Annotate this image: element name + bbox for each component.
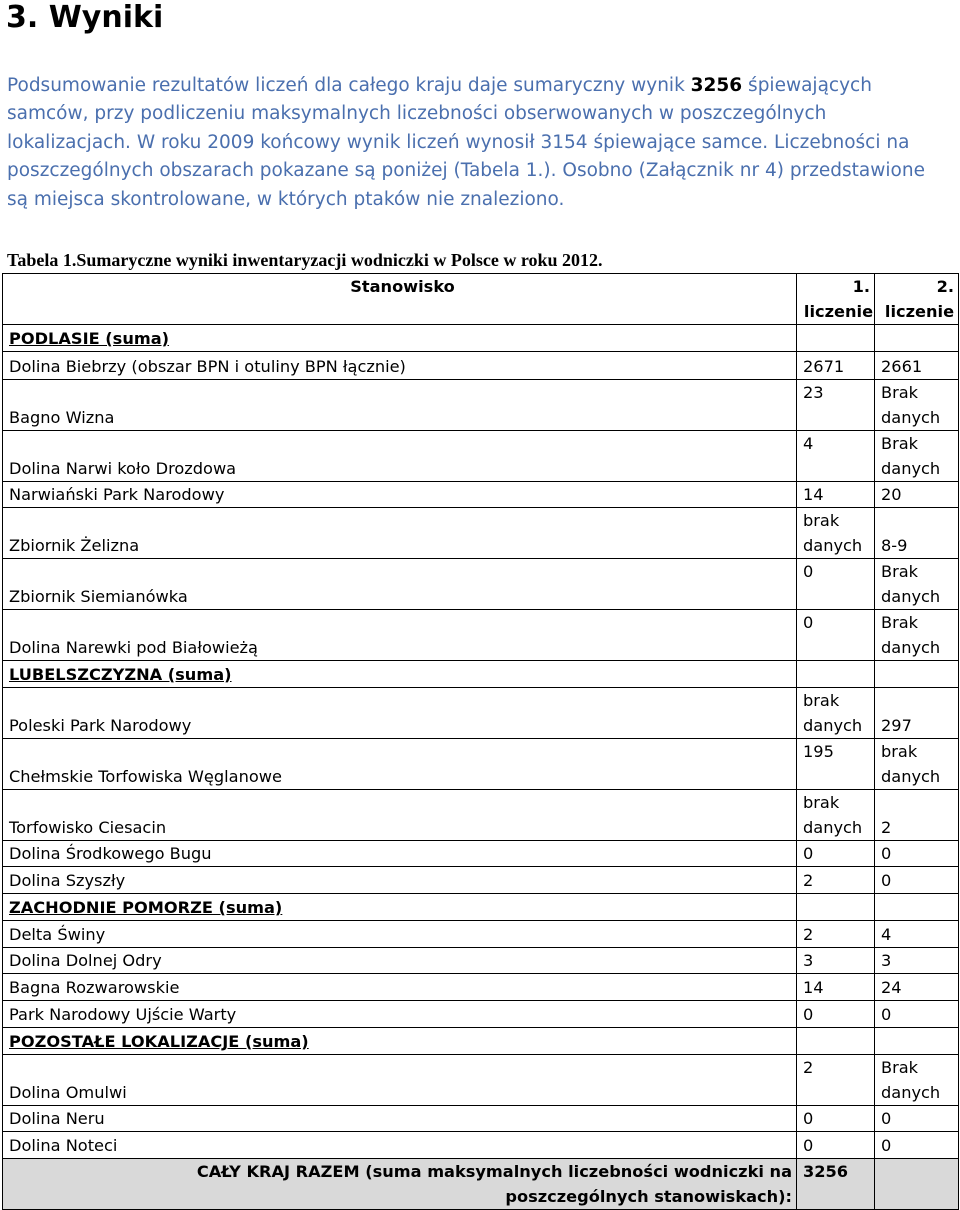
count-2-cell: 4	[875, 921, 959, 948]
count-2-cell: 8-9	[875, 508, 959, 559]
header-count-2	[875, 274, 959, 325]
section-row	[3, 661, 959, 688]
table-row	[3, 1106, 959, 1132]
table-row	[3, 559, 959, 610]
count-1-cell: brak danych	[797, 688, 875, 739]
count-1-cell: brak danych	[797, 508, 875, 559]
table-row	[3, 352, 959, 380]
station-name: Chełmskie Torfowiska Węglanowe	[3, 739, 797, 790]
count-1-cell: 2	[797, 921, 875, 948]
station-name: Poleski Park Narodowy	[3, 688, 797, 739]
section-row	[3, 325, 959, 352]
count-2-cell: 3	[875, 948, 959, 974]
header-count-1-label: liczenie	[803, 302, 874, 321]
count-1-cell: 23	[797, 380, 875, 431]
section-name: LUBELSZCZYZNA (suma)	[3, 661, 797, 688]
count-1-cell: 0	[797, 1001, 875, 1028]
table-row	[3, 688, 959, 739]
table-row	[3, 610, 959, 661]
count-1-cell: 195	[797, 739, 875, 790]
table-row	[3, 790, 959, 841]
total-empty-cell	[875, 1159, 959, 1210]
station-name: Torfowisko Ciesacin	[3, 790, 797, 841]
intro-text-part2: śpiewających samców, przy podliczeniu maksymalnych liczebności obserwowanych w poszczególnych lokalizacjach. W roku 2009 końcowy wynik liczeń wynosił 3154 śpiewające samce. Liczebności na poszczególnych obszarach pokazane są poniżej (Tabela 1.). Osobno (Załącznik nr 4) przedstawione są miejsca skontrolowane, w których ptaków nie znaleziono.	[7, 75, 925, 210]
count-1-cell	[797, 894, 875, 921]
section-row	[3, 894, 959, 921]
table-row	[3, 508, 959, 559]
count-1-cell: 4	[797, 431, 875, 482]
station-name: Dolina Szyszły	[3, 867, 797, 894]
total-value: 3256	[797, 1159, 875, 1210]
station-name: Dolina Narwi koło Drozdowa	[3, 431, 797, 482]
count-2-cell	[875, 894, 959, 921]
count-1-cell: 2	[797, 1055, 875, 1106]
count-1-cell: 14	[797, 482, 875, 508]
station-name: Dolina Narewki pod Białowieżą	[3, 610, 797, 661]
header-count-2-number: 2.	[936, 277, 954, 296]
count-1-cell: 0	[797, 559, 875, 610]
station-name: Bagno Wizna	[3, 380, 797, 431]
station-name: Dolina Środkowego Bugu	[3, 841, 797, 867]
count-1-cell: 2	[797, 867, 875, 894]
count-2-cell: 2	[875, 790, 959, 841]
table-row	[3, 1055, 959, 1106]
station-name: Dolina Neru	[3, 1106, 797, 1132]
header-count-1	[797, 274, 875, 325]
count-2-cell: Brak danych	[875, 610, 959, 661]
count-1-cell	[797, 661, 875, 688]
count-2-cell: Brak danych	[875, 380, 959, 431]
station-name: Narwiański Park Narodowy	[3, 482, 797, 508]
table-row	[3, 921, 959, 948]
count-2-cell: 0	[875, 867, 959, 894]
count-2-cell: Brak danych	[875, 431, 959, 482]
count-1-cell: 0	[797, 610, 875, 661]
count-1-cell	[797, 325, 875, 352]
count-2-cell: 20	[875, 482, 959, 508]
intro-paragraph	[7, 72, 942, 214]
table-header-row	[3, 274, 959, 325]
header-station: Stanowisko	[3, 274, 797, 325]
count-1-cell: 0	[797, 841, 875, 867]
section-row	[3, 1028, 959, 1055]
section-name: POZOSTAŁE LOKALIZACJE (suma)	[3, 1028, 797, 1055]
table-row	[3, 482, 959, 508]
station-name: Park Narodowy Ujście Warty	[3, 1001, 797, 1028]
total-label: CAŁY KRAJ RAZEM (suma maksymalnych liczebności wodniczki na poszczególnych stanowiskach):	[3, 1159, 797, 1210]
count-2-cell	[875, 661, 959, 688]
table-row	[3, 431, 959, 482]
table-row	[3, 1001, 959, 1028]
station-name: Zbiornik Siemianówka	[3, 559, 797, 610]
count-2-cell: brak danych	[875, 739, 959, 790]
header-count-1-number: 1.	[852, 277, 870, 296]
count-1-cell: 0	[797, 1106, 875, 1132]
table-row	[3, 867, 959, 894]
count-1-cell: brak danych	[797, 790, 875, 841]
station-name: Dolina Omulwi	[3, 1055, 797, 1106]
table-row	[3, 739, 959, 790]
count-2-cell: Brak danych	[875, 1055, 959, 1106]
count-2-cell: 0	[875, 1132, 959, 1159]
count-2-cell: Brak danych	[875, 559, 959, 610]
intro-total-count: 3256	[690, 75, 743, 96]
section-heading: 3. Wyniki	[6, 0, 164, 35]
count-1-cell	[797, 1028, 875, 1055]
station-name: Dolina Noteci	[3, 1132, 797, 1159]
table-caption: Tabela 1.Sumaryczne wyniki inwentaryzacji wodniczki w Polsce w roku 2012.	[7, 250, 603, 270]
count-2-cell: 2661	[875, 352, 959, 380]
count-2-cell	[875, 325, 959, 352]
section-name: ZACHODNIE POMORZE (suma)	[3, 894, 797, 921]
count-2-cell: 0	[875, 841, 959, 867]
table-row	[3, 974, 959, 1001]
table-row	[3, 841, 959, 867]
section-name: PODLASIE (suma)	[3, 325, 797, 352]
station-name: Delta Świny	[3, 921, 797, 948]
table-row	[3, 1132, 959, 1159]
station-name: Dolina Dolnej Odry	[3, 948, 797, 974]
count-2-cell: 297	[875, 688, 959, 739]
header-count-2-label: liczenie	[884, 302, 955, 321]
table-row	[3, 948, 959, 974]
count-2-cell: 24	[875, 974, 959, 1001]
table-row	[3, 380, 959, 431]
count-2-cell: 0	[875, 1106, 959, 1132]
results-table	[2, 273, 959, 1210]
count-2-cell: 0	[875, 1001, 959, 1028]
total-row	[3, 1159, 959, 1210]
station-name: Zbiornik Żelizna	[3, 508, 797, 559]
count-1-cell: 3	[797, 948, 875, 974]
station-name: Dolina Biebrzy (obszar BPN i otuliny BPN łącznie)	[3, 352, 797, 380]
count-1-cell: 14	[797, 974, 875, 1001]
count-1-cell: 2671	[797, 352, 875, 380]
count-2-cell	[875, 1028, 959, 1055]
station-name: Bagna Rozwarowskie	[3, 974, 797, 1001]
intro-text-part1: Podsumowanie rezultatów liczeń dla całego kraju daje sumaryczny wynik	[7, 75, 691, 96]
count-1-cell: 0	[797, 1132, 875, 1159]
